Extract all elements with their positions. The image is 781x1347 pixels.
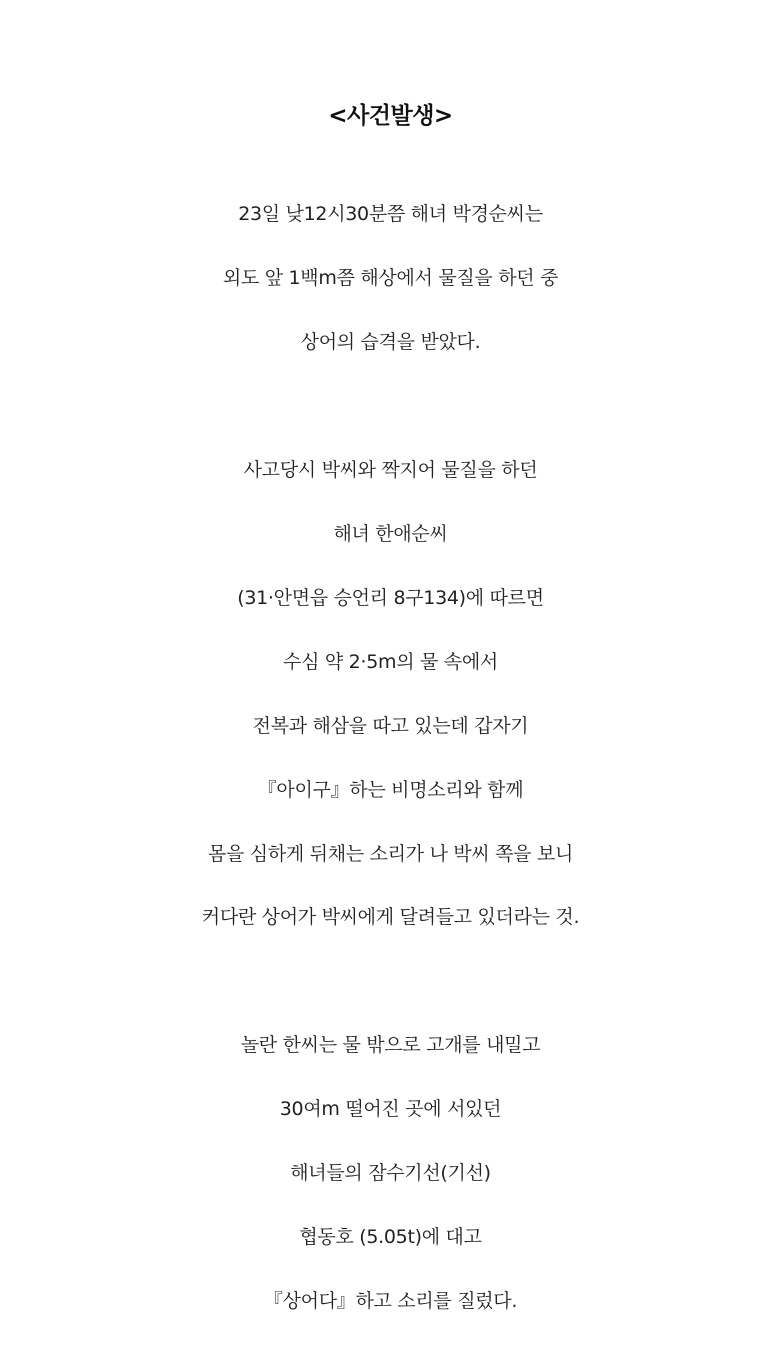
text-line: 수심 약 2·5m의 물 속에서: [283, 651, 498, 673]
text-line: 커다란 상어가 박씨에게 달려들고 있더라는 것.: [201, 906, 580, 928]
text-line: 23일 낮12시30분쯤 해녀 박경순씨는: [238, 203, 543, 225]
text-line: 『아이구』하는 비명소리와 함께: [257, 779, 524, 801]
text-line: 해녀들의 잠수기선(기선): [290, 1162, 491, 1184]
text-line: (31·안면읍 승언리 8구134)에 따르면: [237, 587, 544, 609]
text-line: 몸을 심하게 뒤채는 소리가 나 박씨 쪽을 보니: [207, 843, 574, 865]
text-line: 협동호 (5.05t)에 대고: [299, 1226, 482, 1248]
text-line: 놀란 한씨는 물 밖으로 고개를 내밀고: [240, 1034, 541, 1056]
text-line: 외도 앞 1백m쯤 해상에서 물질을 하던 중: [222, 267, 559, 289]
text-line: 『상어다』하고 소리를 질렀다.: [263, 1290, 518, 1312]
text-line: 전복과 해삼을 따고 있는데 갑자기: [252, 715, 529, 737]
text-line: 상어의 습격을 받았다.: [300, 331, 481, 353]
text-line: 30여m 떨어진 곳에 서있던: [279, 1098, 502, 1120]
text-line: 해녀 한애순씨: [333, 523, 448, 545]
text-line: 사고당시 박씨와 짝지어 물질을 하던: [243, 459, 538, 481]
article-title: <사건발생>: [328, 103, 453, 129]
